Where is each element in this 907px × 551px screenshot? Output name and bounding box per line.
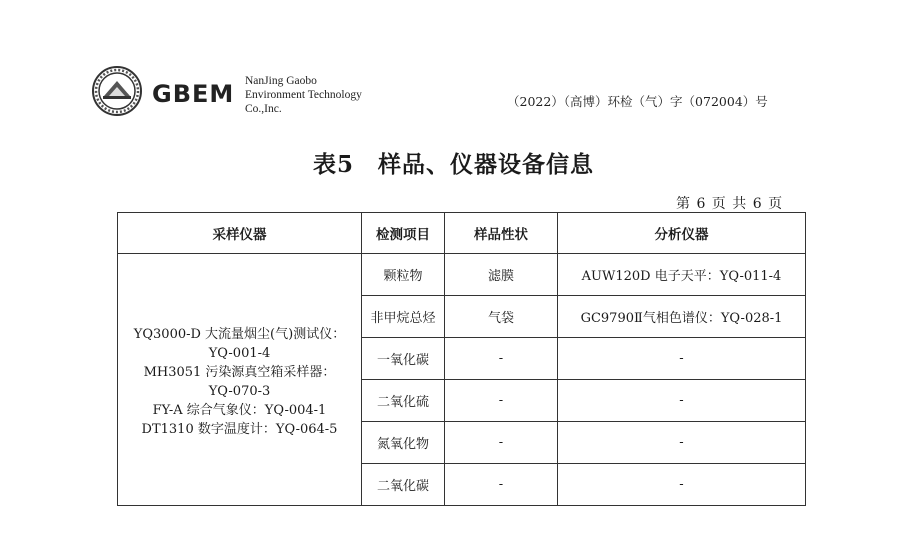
test-item-cell: 二氧化碳 bbox=[362, 464, 445, 506]
test-item-cell: 一氧化碳 bbox=[362, 338, 445, 380]
table-row bbox=[118, 254, 806, 296]
test-item-cell: 颗粒物 bbox=[362, 254, 445, 296]
header-sample-state: 样品性状 bbox=[445, 213, 558, 254]
certificate-number: （2022）（高博）环检（气）字（072004）号 bbox=[507, 94, 768, 109]
page-title: 表5 样品、仪器设备信息 bbox=[312, 151, 594, 178]
company-name bbox=[245, 74, 362, 116]
equipment-table bbox=[117, 212, 806, 506]
test-item-cell: 非甲烷总烃 bbox=[362, 296, 445, 338]
company-line-2: Environment Technology bbox=[245, 89, 362, 101]
header-sampling-instrument: 采样仪器 bbox=[118, 213, 362, 254]
sample-state-cell: - bbox=[445, 338, 558, 380]
analyzer-cell: AUW120D 电子天平：YQ-011-4 bbox=[558, 254, 806, 296]
header-analyzer: 分析仪器 bbox=[558, 213, 806, 254]
test-item-cell: 二氧化硫 bbox=[362, 380, 445, 422]
test-item-cell: 氮氧化物 bbox=[362, 422, 445, 464]
page-number: 第 6 页 共 6 页 bbox=[676, 196, 784, 212]
company-line-1: NanJing Gaobo bbox=[245, 75, 317, 87]
sample-state-cell: - bbox=[445, 380, 558, 422]
table-header-row bbox=[118, 213, 806, 254]
analyzer-cell: - bbox=[558, 338, 806, 380]
sample-state-cell: 滤膜 bbox=[445, 254, 558, 296]
instrument-line: YQ-070-3 bbox=[208, 383, 271, 399]
brand-name: GBEM bbox=[152, 80, 235, 108]
analyzer-cell: - bbox=[558, 380, 806, 422]
sample-state-cell: 气袋 bbox=[445, 296, 558, 338]
company-line-3: Co.,Inc. bbox=[245, 103, 282, 115]
instrument-line: YQ3000-D 大流量烟尘(气)测试仪： bbox=[133, 326, 346, 342]
analyzer-cell: - bbox=[558, 464, 806, 506]
instrument-line: FY-A 综合气象仪：YQ-004-1 bbox=[152, 402, 327, 418]
instrument-line: DT1310 数字温度计：YQ-064-5 bbox=[141, 421, 338, 437]
instrument-line: MH3051 污染源真空箱采样器： bbox=[143, 364, 336, 380]
analyzer-cell: GC9790Ⅱ气相色谱仪：YQ-028-1 bbox=[558, 296, 806, 338]
analyzer-cell: - bbox=[558, 422, 806, 464]
instrument-line: YQ-001-4 bbox=[208, 345, 271, 361]
sampling-instruments-cell bbox=[118, 254, 362, 506]
sample-state-cell: - bbox=[445, 422, 558, 464]
header-test-item: 检测项目 bbox=[362, 213, 445, 254]
company-logo bbox=[92, 66, 142, 116]
sample-state-cell: - bbox=[445, 464, 558, 506]
